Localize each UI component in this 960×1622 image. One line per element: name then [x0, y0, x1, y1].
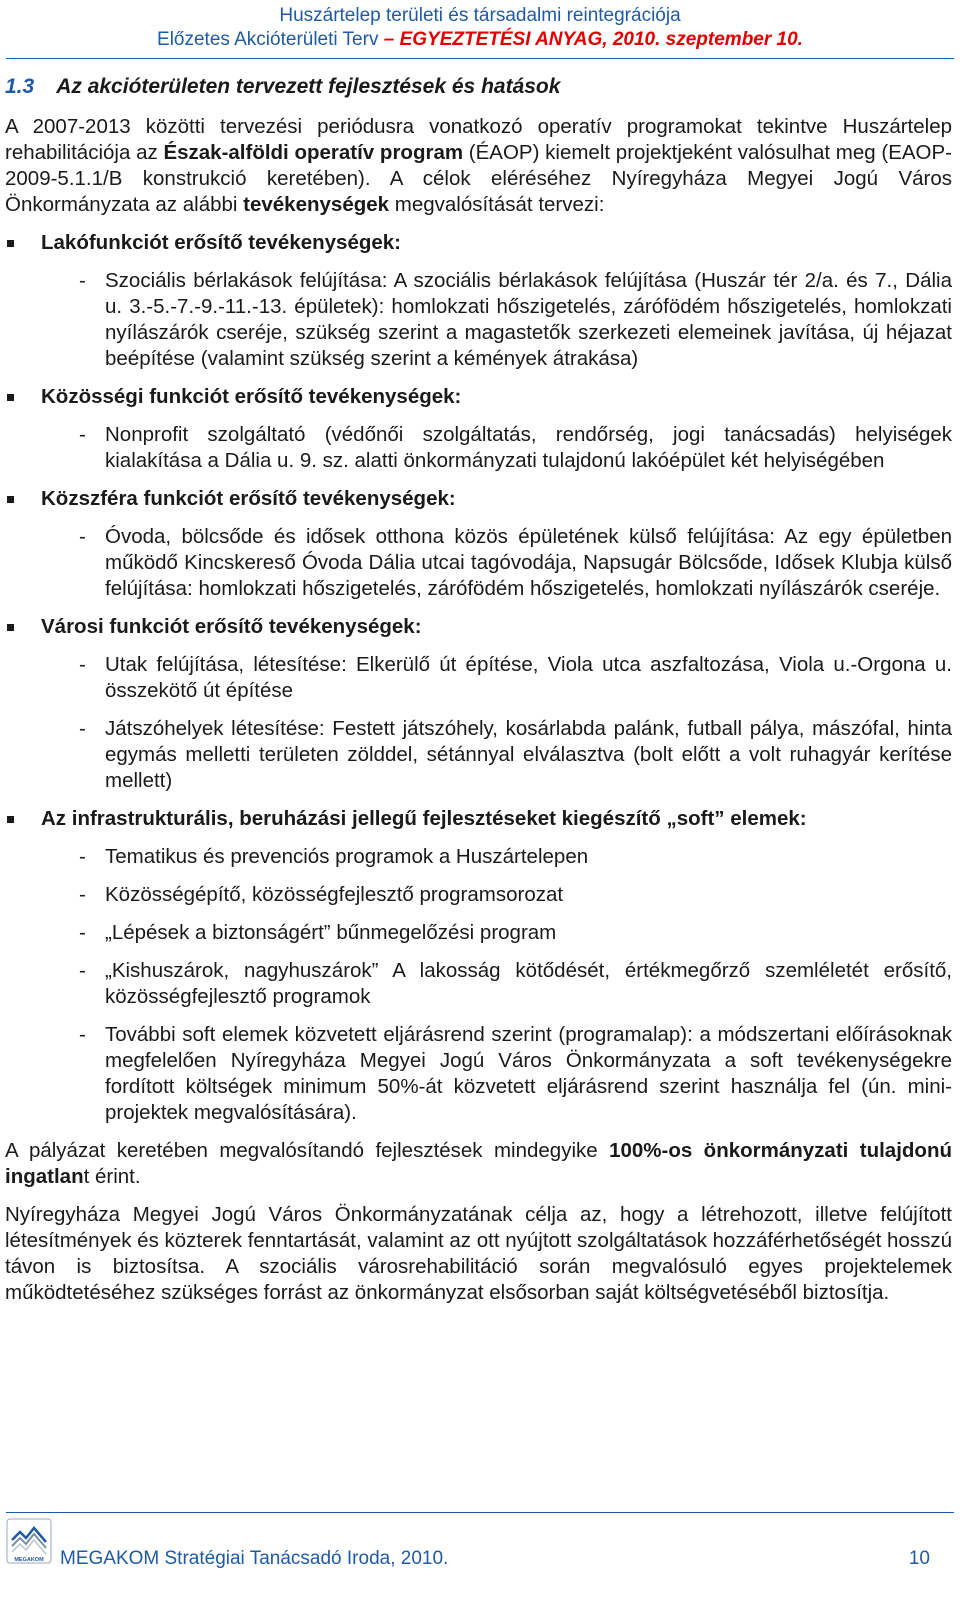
sustainability-paragraph: Nyíregyháza Megyei Jogú Város Önkormányzatának célja az, hogy a létrehozott, illetve felújított létesítmények és közterek fenntartását, valamint az ott nyújtott szolgáltatások hozzáférhetőségét hosszú távon is biztosítsa. A szociális városrehabilitáció során megvalósuló egyes projektelemek működtetéséhez szükséges forrást az önkormányzat elsősorban saját költségvetéséből biztosítja. [5, 1203, 952, 1304]
group-title: Városi funkciót erősítő tevékenységek: [41, 615, 422, 638]
group-title: Közszféra funkciót erősítő tevékenységek: [41, 487, 456, 510]
group-heading [5, 230, 952, 256]
footer-company: MEGAKOM Stratégiai Tanácsadó Iroda, 2010. [60, 1548, 449, 1569]
ownership-bold: 100%-os önkormányzati tulajdonú ingatlan [5, 1139, 952, 1188]
dash-bullet-icon: - [79, 525, 86, 548]
intro-text-3: megvalósítását tervezi: [389, 193, 605, 216]
square-bullet-icon [7, 240, 14, 247]
group-title: Közösségi funkciót erősítő tevékenységek: [41, 385, 462, 408]
list-item-text: Tematikus és prevenciós programok a Huszártelepen [105, 845, 589, 868]
header-subtitle [0, 28, 960, 52]
dash-bullet-icon: - [79, 845, 86, 868]
list-item [5, 524, 952, 602]
section-title: Az akcióterületen tervezett fejlesztések és hatások [56, 75, 561, 98]
ownership-paragraph [5, 1138, 952, 1190]
group-heading [5, 614, 952, 640]
list-item-text: Játszóhelyek létesítése: Festett játszóhely, kosárlabda palánk, futball pálya, mászófal, hinta egymás melletti területen zölddel, sétánnyal elválasztva (bolt előtt a volt ruhagyár kerítése mellett) [105, 717, 952, 792]
list-item-text: Közösségépítő, közösségfejlesztő programsorozat [105, 883, 564, 906]
square-bullet-icon [7, 624, 14, 631]
ownership-text-1: A pályázat keretében megvalósítandó fejlesztések mindegyike [5, 1139, 610, 1162]
dash-bullet-icon: - [79, 921, 86, 944]
header-divider [6, 58, 954, 59]
megakom-logo-icon [6, 1518, 52, 1564]
activity-groups [5, 230, 952, 1126]
list-item-text: Óvoda, bölcsőde és idősek otthona közös épületének külső felújítása: Az egy épületben működő Kincskereső Óvoda Dália utcai tagóvodája, Napsugár Bölcsőde, Idősek Klubja külső felújítása: homlokzati hőszigetelés, zárófödém hőszigetelés, homlokzati nyílászárók cseréje. [105, 525, 952, 600]
dash-bullet-icon: - [79, 423, 86, 446]
page-number: 10 [908, 1548, 930, 1569]
list-item-text: Szociális bérlakások felújítása: A szociális bérlakások felújítása (Huszár tér 2/a. és 7., Dália u. 3.-5.-7.-9.-11.-13. épületek): homlokzati hőszigetelés, zárófödém hőszigetelés, homlokzati nyílászárók cseréje, szükség szerint a magastetők szerkezeti elemeinek javítása, új héjazat beépítése (valamint szükség szerint a kémények átrakása) [105, 269, 952, 370]
ownership-text-2: t érint. [83, 1165, 141, 1188]
group-title: Az infrastrukturális, beruházási jellegű fejlesztéseket kiegészítő „soft” elemek: [41, 807, 807, 830]
dash-bullet-icon: - [79, 717, 86, 740]
footer-divider [6, 1512, 954, 1513]
intro-bold-2: tevékenységek [243, 193, 390, 216]
list-item-text: Nonprofit szolgáltató (védőnői szolgáltatás, rendőrség, jogi tanácsadás) helyiségek kialakítása a Dália u. 9. sz. alatti önkormányzati tulajdonú lakóépület két helyiségében [105, 423, 952, 472]
list-item [5, 1022, 952, 1126]
dash-bullet-icon: - [79, 883, 86, 906]
header-subtitle-dash: – [378, 29, 400, 50]
header-subtitle-plain: Előzetes Akcióterületi Terv [157, 29, 379, 50]
list-item [5, 652, 952, 704]
square-bullet-icon [7, 394, 14, 401]
header-title: Huszártelep területi és társadalmi reintegrációja [279, 5, 681, 26]
list-item-text: Utak felújítása, létesítése: Elkerülő út építése, Viola utca aszfaltozása, Viola u.-Orgona u. összekötő út építése [105, 653, 952, 702]
list-item [5, 882, 952, 908]
document-body [5, 74, 952, 1318]
svg-text:MEGAKOM: MEGAKOM [14, 1557, 44, 1563]
intro-text-1: A 2007-2013 közötti tervezési periódusra vonatkozó operatív programokat tekintve Huszártelep rehabilitációja az [5, 115, 952, 164]
dash-bullet-icon: - [79, 653, 86, 676]
page-footer [0, 1512, 960, 1622]
dash-bullet-icon: - [79, 1023, 86, 1046]
list-item-text: További soft elemek közvetett eljárásrend szerint (programalap): a módszertani előírásoknak megfelelően Nyíregyháza Megyei Jogú Város Önkormányzata a soft tevékenységekre fordított költségek minimum 50%-át közvetett eljárásrend szerint használja fel (ún. mini-projektek megvalósítására). [105, 1023, 952, 1124]
list-item [5, 422, 952, 474]
group-heading [5, 384, 952, 410]
group-heading [5, 486, 952, 512]
dash-bullet-icon: - [79, 959, 86, 982]
group-title: Lakófunkciót erősítő tevékenységek: [41, 231, 402, 254]
list-item [5, 958, 952, 1010]
section-heading [5, 74, 952, 100]
group-heading [5, 806, 952, 832]
list-item [5, 844, 952, 870]
list-item-text: „Lépések a biztonságért” bűnmegelőzési program [105, 921, 557, 944]
intro-text-2: (ÉAOP) kiemelt projektjeként valósulhat meg (EAOP-2009-5.1.1/B konstrukció keretében). A célok eléréséhez Nyíregyháza Megyei Jogú Város Önkormányzata az alábbi [5, 141, 952, 216]
list-item [5, 716, 952, 794]
intro-paragraph [5, 114, 952, 218]
list-item [5, 268, 952, 372]
square-bullet-icon [7, 496, 14, 503]
page-header [0, 4, 960, 52]
header-subtitle-accent: EGYEZTETÉSI ANYAG, 2010. szeptember 10. [399, 29, 803, 50]
list-item [5, 920, 952, 946]
intro-bold-1: Észak-alföldi operatív program [163, 141, 464, 164]
section-number: 1.3 [5, 75, 35, 98]
dash-bullet-icon: - [79, 269, 86, 292]
list-item-text: „Kishuszárok, nagyhuszárok” A lakosság kötődését, értékmegőrző szemléletét erősítő, közösségfejlesztő programok [105, 959, 952, 1008]
square-bullet-icon [7, 816, 14, 823]
